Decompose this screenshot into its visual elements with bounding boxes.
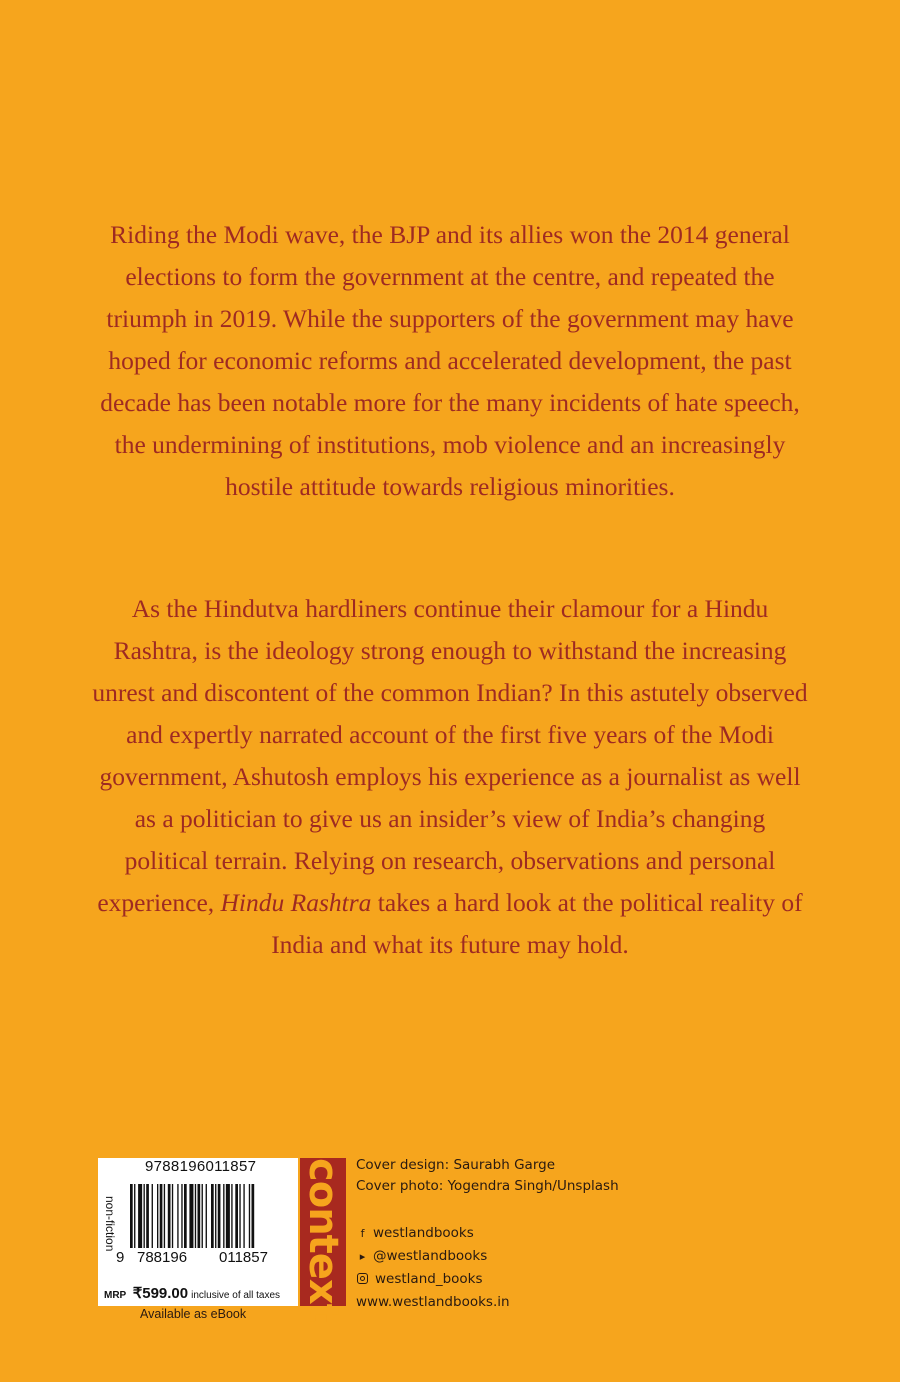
- barcode-bar: [202, 1184, 203, 1248]
- genre-label: non-fiction: [103, 1196, 117, 1252]
- barcode-bar: [243, 1184, 244, 1248]
- barcode-bar: [226, 1184, 230, 1248]
- cover-photo-credit: Cover photo: Yogendra Singh/Unsplash: [356, 1178, 619, 1194]
- price: ₹599.00: [132, 1285, 189, 1302]
- website-link[interactable]: www.westlandbooks.in: [356, 1294, 510, 1310]
- blurb-paragraph-2: [90, 588, 810, 966]
- barcode-bar: [189, 1184, 193, 1248]
- barcode-bar: [164, 1184, 165, 1248]
- blurb-paragraph-1: Riding the Modi wave, the BJP and its allies won the 2014 general elections to form the government at the centre, and repeated the triumph in 2019. While the supporters of the government may have hoped for economic reforms and accelerated development, the past decade has been notable more for the many incidents of hate speech, the undermining of institutions, mob violence and an increasingly hostile attitude towards religious minorities.: [100, 220, 800, 501]
- barcode-bar: [160, 1184, 163, 1248]
- barcode-bar: [211, 1184, 214, 1248]
- barcode-bar: [138, 1184, 142, 1248]
- ebook-availability: Available as eBook: [140, 1307, 247, 1321]
- twitter-handle: @westlandbooks: [373, 1248, 488, 1264]
- barcode-bar: [184, 1184, 187, 1248]
- price-row: [104, 1284, 304, 1303]
- barcode-bar: [223, 1184, 224, 1248]
- website-row[interactable]: [356, 1291, 510, 1314]
- barcode-icon: [130, 1184, 292, 1248]
- barcode-bar: [252, 1184, 255, 1248]
- facebook-handle: westlandbooks: [373, 1225, 474, 1241]
- barcode-bar: [168, 1184, 171, 1248]
- barcode-bar: [177, 1184, 178, 1248]
- instagram-row[interactable]: [356, 1268, 510, 1291]
- barcode-bar: [235, 1184, 238, 1248]
- barcode-bar: [172, 1184, 173, 1248]
- facebook-row[interactable]: [356, 1222, 510, 1245]
- barcode-bar: [195, 1184, 196, 1248]
- instagram-icon: [357, 1273, 368, 1284]
- twitter-icon: ▸: [359, 1250, 366, 1263]
- blurb-p2-ending: takes a hard look at the political reality of India and what its future may hold.: [271, 888, 803, 959]
- blurb-p2-text: As the Hindutva hardliners continue their clamour for a Hindu Rashtra, is the ideology strong enough to withstand the increasing unrest and discontent of the common Indian? In this astutely observed and expertly narrated account of the first five years of the Modi government, Ashutosh employs his experience as a journalist as well as a politician to give us an insider’s view of India’s changing political terrain. Relying on research, observations and personal experience,: [92, 594, 808, 917]
- cover-credits: [356, 1155, 619, 1197]
- barcode-bar: [249, 1184, 250, 1248]
- cover-design-credit: Cover design: Saurabh Garge: [356, 1157, 556, 1173]
- barcode-bar: [206, 1184, 207, 1248]
- barcode-bar: [215, 1184, 216, 1248]
- barcode-bar: [181, 1184, 182, 1248]
- book-title-italic: Hindu Rashtra: [220, 888, 372, 917]
- isbn-digit-group-1: 788196: [137, 1249, 188, 1266]
- isbn-number: 9788196011857: [145, 1158, 257, 1175]
- barcode-bar: [231, 1184, 232, 1248]
- price-note: inclusive of all taxes: [191, 1290, 281, 1301]
- mrp-label: MRP: [104, 1290, 127, 1301]
- barcode-bar: [239, 1184, 240, 1248]
- barcode-bar: [130, 1184, 133, 1248]
- isbn-digit-group-2: 011857: [219, 1249, 268, 1266]
- facebook-icon: f: [360, 1227, 365, 1240]
- isbn-lead-digit: 9: [116, 1249, 125, 1266]
- barcode-bar: [218, 1184, 221, 1248]
- instagram-handle: westland_books: [375, 1271, 483, 1287]
- barcode-bar: [134, 1184, 135, 1248]
- barcode-bar: [157, 1184, 158, 1248]
- barcode-bar: [198, 1184, 201, 1248]
- publisher-logo: context: [300, 1158, 346, 1322]
- barcode-bar: [144, 1184, 145, 1248]
- twitter-row[interactable]: [356, 1245, 510, 1268]
- publisher-social: [356, 1222, 510, 1314]
- barcode-bar: [152, 1184, 153, 1248]
- barcode-bar: [146, 1184, 149, 1248]
